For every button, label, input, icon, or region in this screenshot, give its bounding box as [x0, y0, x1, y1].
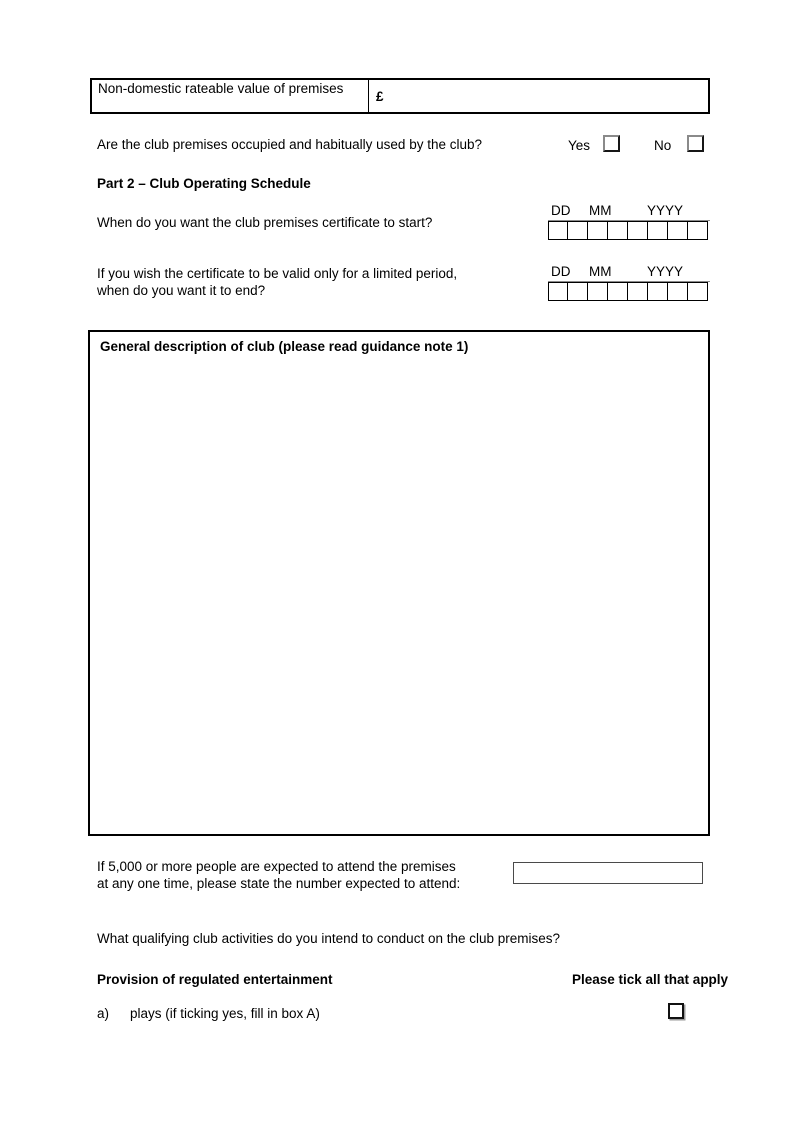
end-date-month-cell-2[interactable] — [608, 282, 628, 301]
start-date-month-cell-1[interactable] — [588, 221, 608, 240]
end-date-grid — [548, 281, 710, 301]
no-label: No — [654, 138, 672, 153]
start-date-day-cell-1[interactable] — [548, 221, 568, 240]
plays-checkbox[interactable] — [668, 1003, 684, 1019]
club-description-input[interactable] — [92, 362, 706, 832]
attendance-number-input[interactable] — [513, 862, 703, 884]
start-date-year-cell-3[interactable] — [668, 221, 688, 240]
club-description-title: General description of club (please read guidance note 1) — [100, 339, 469, 354]
mm-label: MM — [589, 203, 612, 218]
rateable-value-cell — [369, 80, 708, 112]
start-date-year-cell-4[interactable] — [688, 221, 708, 240]
end-date-labels — [548, 264, 710, 281]
rateable-value-label: Non-domestic rateable value of premises — [92, 80, 369, 112]
start-date-year-cell-2[interactable] — [648, 221, 668, 240]
start-date-grid — [548, 220, 710, 240]
occupied-yes-checkbox[interactable] — [603, 135, 620, 152]
item-letter: a) — [97, 1006, 110, 1021]
occupied-question-text: Are the club premises occupied and habitually used by the club? — [97, 137, 482, 152]
end-date-day-cell-2[interactable] — [568, 282, 588, 301]
item-label: plays (if ticking yes, fill in box A) — [130, 1006, 320, 1021]
yes-label: Yes — [568, 138, 591, 153]
occupied-no-checkbox[interactable] — [687, 135, 704, 152]
start-date-widget — [548, 203, 710, 240]
yyyy-label: YYYY — [647, 264, 684, 279]
end-date-question-line2: when do you want it to end? — [97, 283, 266, 298]
start-date-month-cell-2[interactable] — [608, 221, 628, 240]
end-date-year-cell-1[interactable] — [628, 282, 648, 301]
end-date-day-cell-1[interactable] — [548, 282, 568, 301]
end-date-year-cell-2[interactable] — [648, 282, 668, 301]
dd-label: DD — [551, 203, 571, 218]
end-date-year-cell-3[interactable] — [668, 282, 688, 301]
attendance-question-line2: at any one time, please state the number expected to attend: — [97, 876, 461, 891]
qualifying-activities-question: What qualifying club activities do you intend to conduct on the club premises? — [97, 931, 561, 946]
yyyy-label: YYYY — [647, 203, 684, 218]
end-date-question-line1: If you wish the certificate to be valid only for a limited period, — [97, 266, 458, 281]
tick-instruction: Please tick all that apply — [572, 972, 729, 987]
start-date-labels — [548, 203, 710, 220]
attendance-question-line1: If 5,000 or more people are expected to attend the premises — [97, 859, 456, 874]
start-date-year-cell-1[interactable] — [628, 221, 648, 240]
end-date-year-cell-4[interactable] — [688, 282, 708, 301]
rateable-value-input[interactable] — [384, 80, 708, 112]
entertainment-heading: Provision of regulated entertainment — [97, 972, 333, 987]
currency-symbol: £ — [376, 88, 384, 104]
mm-label: MM — [589, 264, 612, 279]
start-date-question: When do you want the club premises certificate to start? — [97, 215, 433, 230]
dd-label: DD — [551, 264, 571, 279]
club-description-box — [88, 330, 710, 836]
start-date-day-cell-2[interactable] — [568, 221, 588, 240]
rateable-value-table — [90, 78, 710, 114]
part2-heading: Part 2 – Club Operating Schedule — [97, 176, 311, 191]
end-date-month-cell-1[interactable] — [588, 282, 608, 301]
end-date-widget — [548, 264, 710, 301]
